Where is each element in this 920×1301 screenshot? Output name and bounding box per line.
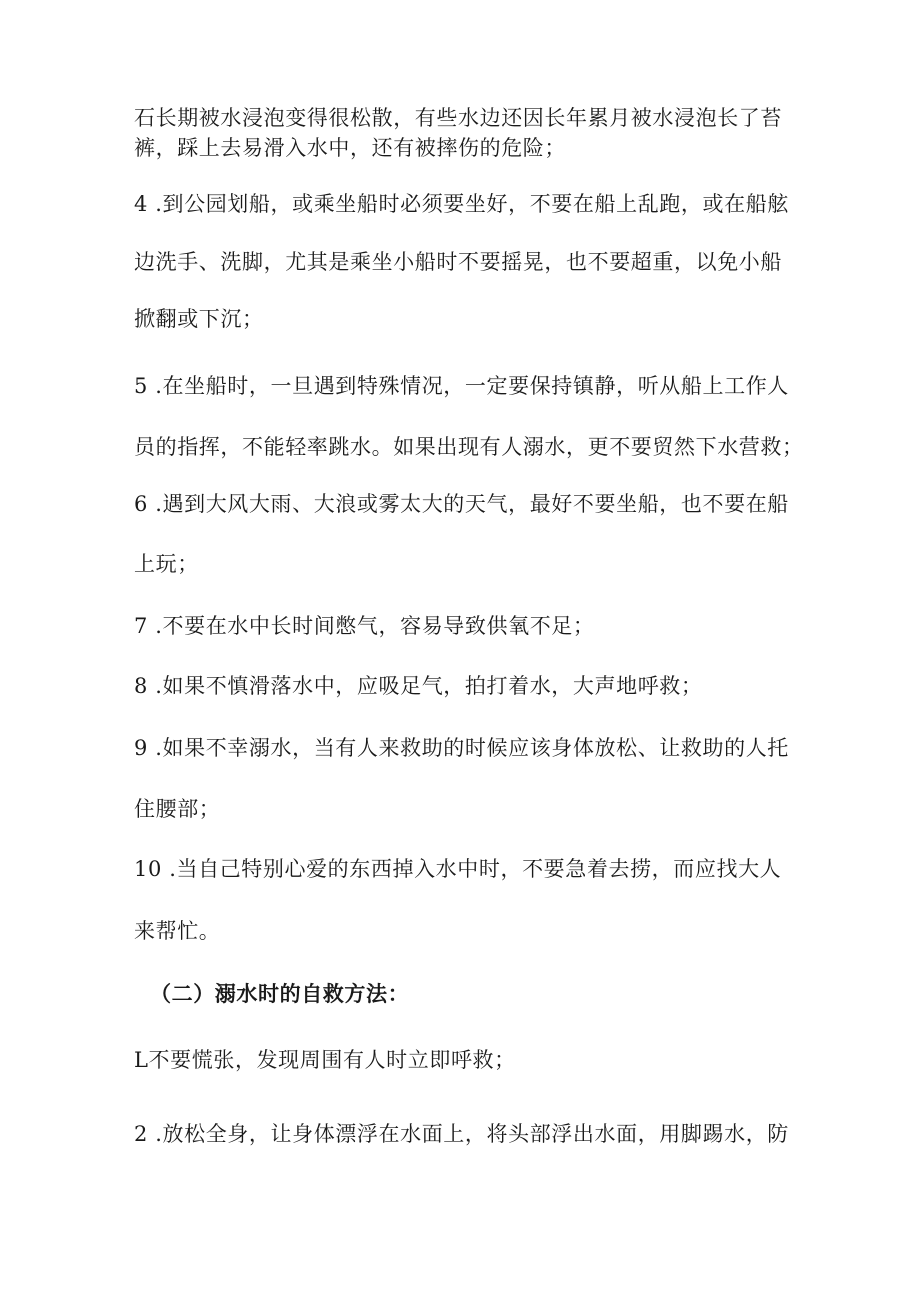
text-line: 10 .当自己特别心爱的东西掉入水中时，不要急着去捞，而应找大人 (134, 857, 782, 881)
text-line: 9 .如果不幸溺水，当有人来救助的时候应该身体放松、让救助的人托 (134, 736, 789, 760)
section-heading: （二）溺水时的自救方法： (150, 981, 410, 1006)
text-line: 员的指挥，不能轻率跳水。如果出现有人溺水，更不要贸然下水营救； (134, 435, 804, 459)
text-line: 住腰部； (134, 797, 221, 821)
text-line: 边洗手、洗脚，尤其是乘坐小船时不要摇晃，也不要超重，以免小船 (134, 250, 782, 274)
text-line: 来帮忙。 (134, 919, 221, 943)
text-line: 掀翻或下沉； (134, 307, 264, 331)
text-line: 上玩； (134, 552, 199, 576)
text-line: 裤，踩上去易滑入水中，还有被摔伤的危险； (134, 136, 566, 160)
text-line: 石长期被水浸泡变得很松散，有些水边还因长年累月被水浸泡长了苔 (134, 106, 782, 130)
text-line: 7 .不要在水中长时间憋气，容易导致供氧不足； (134, 614, 595, 638)
text-line: 6 .遇到大风大雨、大浪或雾太大的天气，最好不要坐船，也不要在船 (134, 492, 789, 516)
text-line: L不要慌张，发现周围有人时立即呼救； (134, 1048, 516, 1072)
text-line: 8 .如果不慎滑落水中，应吸足气，拍打着水，大声地呼救； (134, 674, 703, 698)
text-line: 4 .到公园划船，或乘坐船时必须要坐好，不要在船上乱跑，或在船舷 (134, 192, 789, 216)
text-line: 5 .在坐船时，一旦遇到特殊情况，一定要保持镇静，听从船上工作人 (134, 374, 789, 398)
text-line: 2 .放松全身，让身体漂浮在水面上，将头部浮出水面，用脚踢水，防 (134, 1122, 789, 1146)
